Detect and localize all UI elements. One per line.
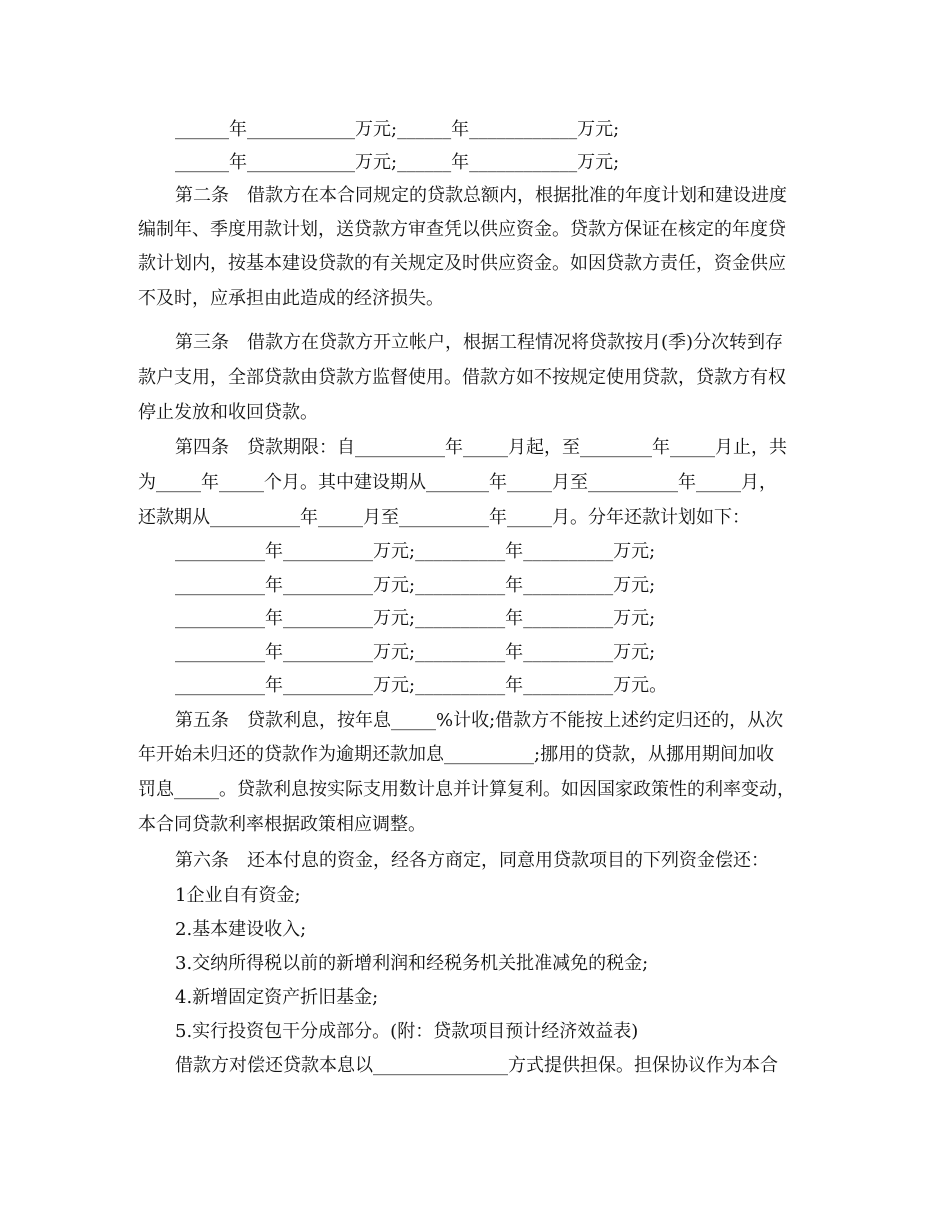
repayment-line: ______年____________万元;______年____________万元; [175, 152, 620, 173]
repayment-line: __________年__________万元;__________年__________万元; [175, 575, 656, 596]
article-3-line: 停止发放和收回贷款。 [138, 402, 318, 423]
article-2-line: 编制年、季度用款计划，送贷款方审查凭以供应资金。贷款方保证在核定的年度贷 [138, 219, 786, 240]
article-5-line: 年开始未归还的贷款作为逾期还款加息__________;挪用的贷款，从挪用期间加收 [138, 744, 775, 765]
article-5-line: 罚息_____。贷款利息按实际支用数计息并计算复利。如因国家政策性的利率变动， [138, 779, 795, 800]
article-4-line: 为_____年_____个月。其中建设期从_______年_____月至__________年_____月， [138, 472, 777, 493]
funding-source-item: 2.基本建设收入; [175, 919, 307, 940]
article-5-line: 第五条 贷款利息，按年息_____%计收;借款方不能按上述约定归还的，从次 [175, 710, 784, 731]
article-4-line: 第四条 贷款期限：自__________年_____月起，至________年_____月止，共 [175, 437, 787, 458]
repayment-line: __________年__________万元;__________年__________万元; [175, 608, 656, 629]
repayment-line: __________年__________万元;__________年__________万元; [175, 642, 656, 663]
article-2-line: 不及时，应承担由此造成的经济损失。 [138, 288, 444, 309]
article-5-line: 本合同贷款利率根据政策相应调整。 [138, 814, 426, 835]
repayment-line: __________年__________万元;__________年__________万元。 [175, 675, 668, 696]
article-6-line: 第六条 还本付息的资金，经各方商定，同意用贷款项目的下列资金偿还： [175, 850, 769, 871]
article-3-line: 款户支用，全部贷款由贷款方监督使用。借款方如不按规定使用贷款，贷款方有权 [138, 367, 786, 388]
repayment-line: __________年__________万元;__________年__________万元; [175, 541, 656, 562]
funding-source-item: 3.交纳所得税以前的新增利润和经税务机关批准减免的税金; [175, 953, 649, 974]
funding-source-item: 4.新增固定资产折旧基金; [175, 987, 379, 1008]
funding-source-item: 1企业自有资金; [175, 885, 301, 906]
repayment-line: ______年____________万元;______年____________万元; [175, 119, 620, 140]
article-2-line: 款计划内，按基本建设贷款的有关规定及时供应资金。如因贷款方责任，资金供应 [138, 253, 786, 274]
article-3-line: 第三条 借款方在贷款方开立帐户，根据工程情况将贷款按月(季)分次转到存 [175, 332, 784, 353]
guarantee-line: 借款方对偿还贷款本息以_______________方式提供担保。担保协议作为本合 [175, 1055, 778, 1076]
funding-source-item: 5.实行投资包干分成部分。(附：贷款项目预计经济效益表) [175, 1021, 639, 1042]
article-4-line: 还款期从__________年_____月至__________年_____月。分年还款计划如下： [138, 507, 750, 528]
article-2-line: 第二条 借款方在本合同规定的贷款总额内，根据批准的年度计划和建设进度 [175, 185, 787, 206]
